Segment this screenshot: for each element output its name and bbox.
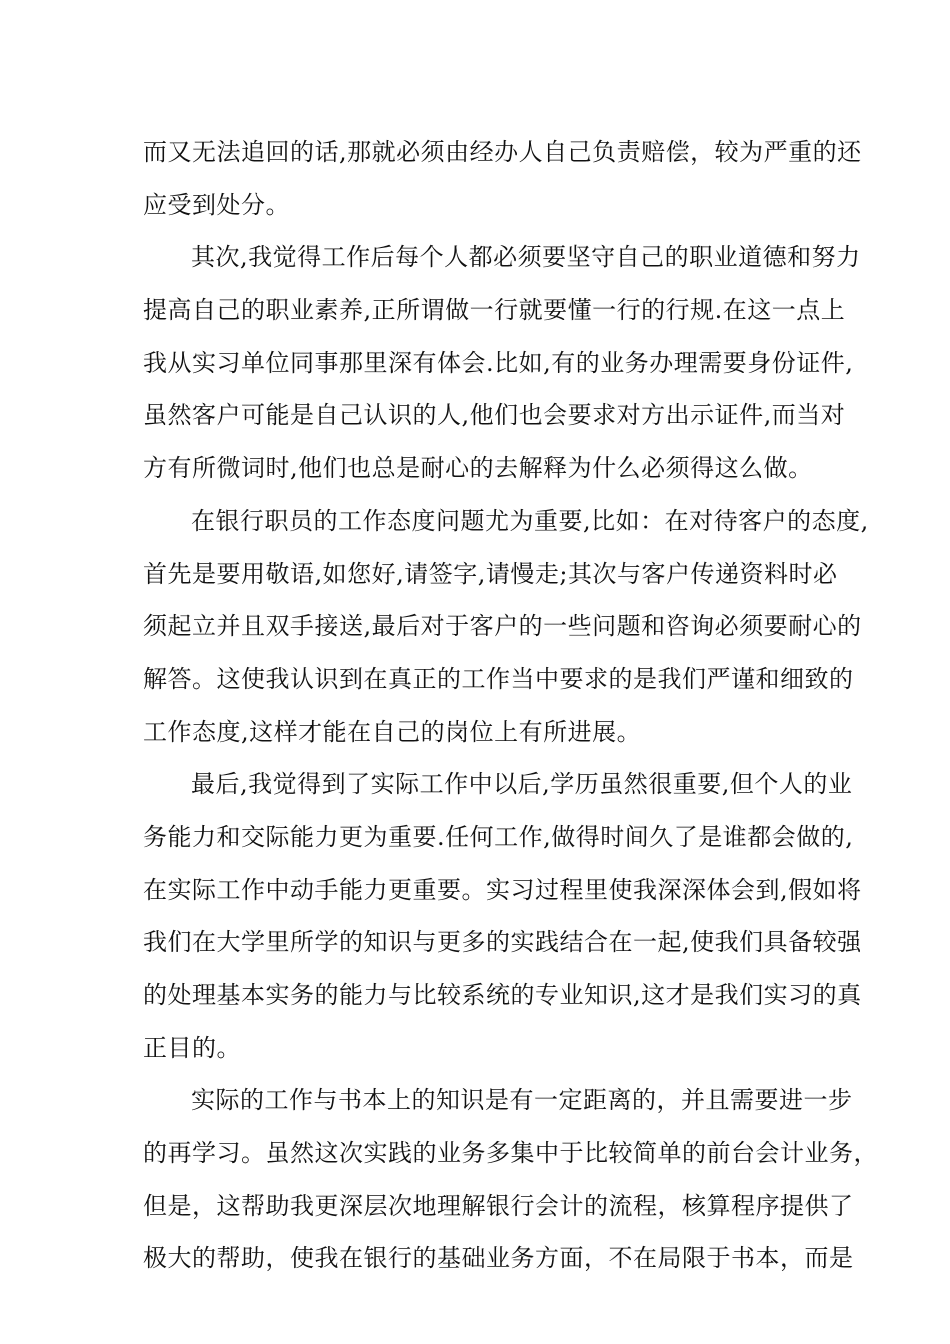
paragraph-3-line-2: 首先是要用敬语,如您好,请签字,请慢走;其次与客户传递资料时必 (143, 559, 838, 588)
paragraph-3-line-5: 工作态度,这样才能在自己的岗位上有所进展。 (143, 717, 642, 746)
paragraph-5-line-2: 的再学习。虽然这次实践的业务多集中于比较简单的前台会计业务， (143, 1139, 878, 1168)
paragraph-1-line-2: 应受到处分。 (143, 190, 290, 219)
paragraph-2-line-5: 方有所微词时,他们也总是耐心的去解释为什么必须得这么做。 (143, 454, 813, 483)
paragraph-2-line-2: 提高自己的职业素养,正所谓做一行就要懂一行的行规.在这一点上 (143, 296, 846, 325)
paragraph-2-line-4: 虽然客户可能是自己认识的人,他们也会要求对方出示证件,而当对 (143, 401, 846, 430)
paragraph-4-line-5: 的处理基本实务的能力与比较系统的专业知识,这才是我们实习的真 (143, 981, 862, 1009)
paragraph-5-line-3: 但是，这帮助我更深层次地理解银行会计的流程，核算程序提供了 (143, 1191, 854, 1220)
paragraph-1-line-1: 而又无法追回的话,那就必须由经办人自己负责赔偿，较为严重的还 (143, 138, 862, 166)
body-text (143, 126, 878, 1285)
paragraph-4-line-6: 正目的。 (143, 1033, 241, 1062)
paragraph-4-line-3: 在实际工作中动手能力更重要。实习过程里使我深深体会到,假如将 (143, 875, 862, 904)
paragraph-5-line-4: 极大的帮助，使我在银行的基础业务方面，不在局限于书本，而是 (143, 1244, 854, 1273)
paragraph-2-line-3: 我从实习单位同事那里深有体会.比如,有的业务办理需要身份证件, (143, 348, 854, 377)
paragraph-5-line-1: 实际的工作与书本上的知识是有一定距离的，并且需要进一步 (191, 1086, 853, 1115)
paragraph-4-line-1: 最后,我觉得到了实际工作中以后,学历虽然很重要,但个人的业 (191, 770, 853, 799)
paragraph-3-line-3: 须起立并且双手接送,最后对于客户的一些问题和咨询必须要耐心的 (143, 612, 862, 641)
paragraph-3-line-1: 在银行职员的工作态度问题尤为重要,比如：在对待客户的态度, (191, 506, 869, 535)
paragraph-3-line-4: 解答。这使我认识到在真正的工作当中要求的是我们严谨和细致的 (143, 664, 854, 693)
paragraph-4-line-4: 我们在大学里所学的知识与更多的实践结合在一起,使我们具备较强 (143, 928, 862, 957)
paragraph-2-line-1: 其次,我觉得工作后每个人都必须要坚守自己的职业道德和努力 (191, 243, 861, 272)
paragraph-4-line-2: 务能力和交际能力更为重要.任何工作,做得时间久了是谁都会做的, (143, 822, 854, 851)
